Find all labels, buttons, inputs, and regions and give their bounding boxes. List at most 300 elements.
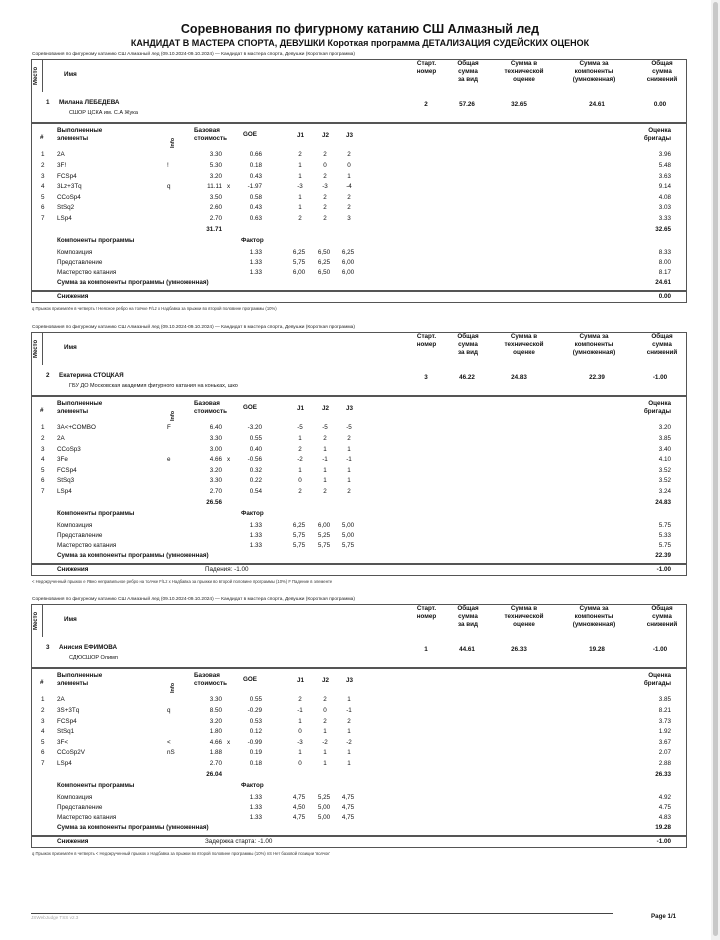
element-row [31,467,687,477]
element-code: 3Lz+3Tq [57,183,82,190]
component-panel-score: 8.17 [658,269,671,276]
element-base-value: 3.20 [209,718,222,725]
deductions-detail: Падения: -1.00 [205,566,249,573]
pcs-total: 22.39 [655,552,671,559]
j3-header: J3 [346,405,354,412]
component-row [31,522,687,532]
component-j1: 6,25 [292,249,306,256]
element-number: 2 [41,162,45,169]
component-factor: 1.33 [249,794,262,801]
component-j3: 4,75 [341,814,355,821]
element-j3: 1 [347,173,351,180]
start-number-header-line: Старт. [416,60,437,67]
start-number: 2 [424,101,428,108]
deductions-header-line: Общая [651,333,673,340]
element-panel-score: 3.24 [658,488,671,495]
element-bonus-mark: x [227,183,231,190]
element-row [31,183,687,193]
component-j1: 4,75 [292,814,306,821]
element-goe: 0.40 [249,446,262,453]
element-j3: 1 [347,696,351,703]
element-j1: 0 [298,760,302,767]
element-j1: 1 [298,162,302,169]
panel-score-header-line: бригады [643,135,671,142]
element-number: 1 [41,424,45,431]
deductions-header-line: снижений [646,76,678,83]
tes-header-line: Сумма в [510,605,538,612]
component-j2: 6,50 [317,249,331,256]
component-name: Представление [57,259,103,266]
element-number: 4 [41,456,45,463]
element-panel-score: 5.48 [658,162,671,169]
element-base-value: 4.66 [209,739,222,746]
skater-club: ГБУ ДО Московская академия фигурного катания на коньках, шко [69,383,238,389]
component-row [31,532,687,542]
element-j1: 2 [298,696,302,703]
pcs-header-line: компоненты [574,613,614,620]
element-panel-score: 3.52 [658,467,671,474]
element-info: ! [167,162,169,169]
pcs-header-line: (умноженная) [572,76,616,83]
deductions-header-line: Общая [651,60,673,67]
component-factor: 1.33 [249,804,262,811]
component-j2: 5,25 [317,794,331,801]
footer-software: JSWebJudge TSS v2.3 [31,915,79,920]
element-j3: 2 [347,194,351,201]
total-score-header [448,605,488,629]
element-number: 7 [41,760,45,767]
element-goe: 0.43 [249,204,262,211]
deductions-box [31,291,687,303]
pcs-header-line: компоненты [574,68,614,75]
element-base-value: 8.50 [209,707,222,714]
element-number: 2 [41,435,45,442]
element-number: 3 [41,446,45,453]
element-panel-score: 1.92 [658,728,671,735]
panel-score-header-line: Оценка [648,400,671,407]
component-name: Композиция [57,794,93,801]
element-panel-score: 2.88 [658,760,671,767]
component-j2: 5,00 [317,804,331,811]
element-code: LSp4 [57,488,72,495]
component-j2: 6,50 [317,269,331,276]
element-j2: 0 [323,162,327,169]
pcs-header-line: (умноженная) [572,349,616,356]
element-row [31,204,687,214]
element-row [31,446,687,456]
deductions-score: -1.00 [652,646,668,653]
element-number: 3 [41,718,45,725]
legend-text: q Прыжок приземлён в четверть < Недокрученный прыжок x Надбавка за прыжки во второй половине программы (10%) nS Нет базовой позиции 'волчок' [32,851,330,856]
element-panel-score: 3.85 [658,435,671,442]
total-score: 44.61 [459,646,475,653]
component-name: Представление [57,804,103,811]
elements-header-line: элементы [57,408,89,415]
element-j3: 0 [347,162,351,169]
element-code: CCoSp2V [57,749,86,756]
element-code: 2A [57,435,65,442]
goe-header: GOE [243,131,257,138]
element-goe: 0.58 [249,194,262,201]
element-goe: 0.19 [249,749,262,756]
j2-header: J2 [322,132,330,139]
pcs-header [554,60,634,84]
deductions-total: -1.00 [656,566,671,573]
component-j1: 4,50 [292,804,306,811]
element-code: 2A [57,696,65,703]
tes-header [489,60,559,84]
deductions-box [31,836,687,848]
num-header: # [40,407,44,414]
deductions-header-line: Общая [651,605,673,612]
panel-score-header [631,672,671,688]
element-j2: 2 [323,215,327,222]
component-j1: 5,75 [292,532,306,539]
element-base-value: 11.11 [207,183,222,190]
element-row [31,739,687,749]
elements-header [57,400,137,416]
component-j3: 5,00 [341,522,355,529]
element-j1: 0 [298,477,302,484]
start-number-header-line: номер [416,341,437,348]
element-number: 7 [41,215,45,222]
element-base-value: 3.50 [209,194,222,201]
element-code: LSp4 [57,760,72,767]
tes-total: 24.83 [655,499,671,506]
base-value-header-line: стоимость [194,680,228,687]
components-header: Компоненты программы [57,510,135,517]
element-j2: -1 [322,456,328,463]
component-j3: 5,00 [341,532,355,539]
pcs-total: 24.61 [655,279,671,286]
element-base-value: 5.30 [209,162,222,169]
tes-header-line: технической [504,613,544,620]
element-row [31,151,687,161]
component-factor: 1.33 [249,522,262,529]
component-factor: 1.33 [249,532,262,539]
component-name: Композиция [57,249,93,256]
element-info: < [167,739,171,746]
element-j3: 1 [347,467,351,474]
pcs-header-line: Сумма за [579,333,609,340]
total-score-header [448,333,488,357]
element-j2: 1 [323,446,327,453]
element-panel-score: 3.63 [658,173,671,180]
skater-club: СШОР ЦСКА им. С.А Жука [69,110,138,116]
deductions-header-line: снижений [646,349,678,356]
j2-header: J2 [322,405,330,412]
element-number: 1 [41,151,45,158]
legend-text: < Недокрученный прыжок e Явно неправильное ребро на толчке F/Lz x Надбавка за прыжки во второй половине программы (10%) F Падение в элементе [32,579,333,584]
element-j1: -3 [297,739,303,746]
element-goe: 0.18 [249,760,262,767]
component-name: Мастерство катания [57,542,117,549]
element-row [31,215,687,225]
element-row [31,488,687,498]
component-row [31,794,687,804]
element-j3: 1 [347,728,351,735]
total-score-header-line: за вид [457,621,479,628]
element-j1: 2 [298,446,302,453]
element-code: StSq2 [57,204,75,211]
element-j1: 1 [298,204,302,211]
goe-header: GOE [243,676,257,683]
component-j2: 5,00 [317,814,331,821]
component-factor: 1.33 [249,542,262,549]
event-header: Соревнования по фигурному катанию СШ Алмазный лед (09.10.2024-09.10.2024) — Кандидат в мастера спорта, Девушки (Короткая программа) [32,52,355,57]
element-j2: 2 [323,435,327,442]
element-j2: 1 [323,760,327,767]
pcs-header-line: Сумма за [579,60,609,67]
element-number: 1 [41,696,45,703]
element-code: 3Fe [57,456,68,463]
num-header: # [40,679,44,686]
element-base-value: 1.88 [209,749,222,756]
element-j3: 2 [347,718,351,725]
element-info: q [167,183,171,190]
element-bonus-mark: x [227,739,231,746]
j2-header: J2 [322,677,330,684]
element-info: e [167,456,171,463]
place-header: Место [33,339,39,358]
deductions-header-line: сумма [652,613,672,620]
element-panel-score: 8.21 [658,707,671,714]
component-j2: 6,25 [317,259,331,266]
element-info: F [167,424,171,431]
total-score-header-line: за вид [457,349,479,356]
header-divider [42,332,43,365]
panel-score-header-line: бригады [643,680,671,687]
element-goe: 0.53 [249,718,262,725]
legend-text: q Прыжок приземлён в четверть ! Неясное ребро на толчке F/Lz x Надбавка за прыжки во второй половине программы (10%) [32,306,277,311]
component-j3: 5,75 [341,542,355,549]
tes-score: 26.33 [511,646,527,653]
element-code: CCoSp4 [57,194,81,201]
panel-score-header [631,127,671,143]
element-row [31,749,687,759]
base-value-header-line: стоимость [194,408,228,415]
element-info: q [167,707,171,714]
element-j2: 2 [323,696,327,703]
element-panel-score: 3.03 [658,204,671,211]
element-j2: 1 [323,728,327,735]
tes-header-line: оценке [513,621,535,628]
element-row [31,707,687,717]
base-value-header-line: Базовая [194,127,220,134]
element-base-value: 2.60 [209,204,222,211]
j3-header: J3 [346,677,354,684]
element-panel-score: 3.52 [658,477,671,484]
component-panel-score: 8.00 [658,259,671,266]
scrollbar-thumb[interactable] [713,2,718,936]
tes-total: 26.33 [655,771,671,778]
element-j2: 2 [323,151,327,158]
deductions-header-line: снижений [646,621,678,628]
element-j1: -5 [297,424,303,431]
total-score-header-line: сумма [458,68,478,75]
element-row [31,718,687,728]
skater-section [31,596,687,856]
element-number: 7 [41,488,45,495]
base-value-total: 26.56 [206,499,222,506]
num-header: # [40,134,44,141]
element-number: 4 [41,728,45,735]
element-j2: -3 [322,183,328,190]
skater-name: Екатерина СТОЦКАЯ [59,372,124,379]
skater-rank: 1 [46,99,50,106]
panel-score-header [631,400,671,416]
element-j2: -2 [322,739,328,746]
elements-header-line: элементы [57,680,89,687]
deductions-label: Снижения [57,838,89,845]
element-row [31,162,687,172]
component-name: Представление [57,532,103,539]
element-goe: 0.55 [249,435,262,442]
component-panel-score: 4.92 [658,794,671,801]
goe-header: GOE [243,404,257,411]
element-number: 3 [41,173,45,180]
element-code: StSq1 [57,728,75,735]
component-panel-score: 4.83 [658,814,671,821]
start-number-header [404,333,449,349]
element-panel-score: 4.08 [658,194,671,201]
component-name: Мастерство катания [57,269,117,276]
pcs-header-line: (умноженная) [572,621,616,628]
deductions-header-line: сумма [652,68,672,75]
footer-page-number: Page 1/1 [651,913,677,920]
element-j3: 3 [347,215,351,222]
component-name: Композиция [57,522,93,529]
element-j1: -3 [297,183,303,190]
factor-header: Фактор [241,510,264,517]
component-j2: 6,00 [317,522,331,529]
element-j3: 2 [347,488,351,495]
elements-header-line: Выполненные [57,400,103,407]
place-header: Место [33,66,39,85]
element-j2: 2 [323,204,327,211]
tes-header-line: оценке [513,349,535,356]
factor-header: Фактор [241,237,264,244]
element-j3: 1 [347,477,351,484]
element-j2: 2 [323,173,327,180]
deductions-box [31,564,687,576]
component-factor: 1.33 [249,249,262,256]
element-j1: 2 [298,151,302,158]
element-j3: 1 [347,446,351,453]
element-panel-score: 2.07 [658,749,671,756]
element-goe: 0.66 [249,151,262,158]
component-row [31,259,687,269]
component-j3: 6,00 [341,269,355,276]
tes-header [489,333,559,357]
name-header: Имя [64,616,77,623]
tes-header-line: технической [504,341,544,348]
j1-header: J1 [297,405,305,412]
element-number: 6 [41,204,45,211]
element-goe: -1.97 [247,183,262,190]
component-j2: 5,75 [317,542,331,549]
total-score-header-line: Общая [457,333,479,340]
panel-score-header-line: Оценка [648,672,671,679]
element-number: 6 [41,749,45,756]
element-code: StSq3 [57,477,75,484]
element-j2: -5 [322,424,328,431]
pcs-total: 19.28 [655,824,671,831]
component-panel-score: 5.75 [658,522,671,529]
element-base-value: 2.70 [209,760,222,767]
event-header: Соревнования по фигурному катанию СШ Алмазный лед (09.10.2024-09.10.2024) — Кандидат в мастера спорта, Девушки (Короткая программа) [32,597,355,602]
element-base-value: 6.40 [209,424,222,431]
components-header: Компоненты программы [57,237,135,244]
pcs-header-line: Сумма за [579,605,609,612]
element-j3: 1 [347,760,351,767]
element-j1: 2 [298,488,302,495]
component-name: Мастерство катания [57,814,117,821]
tes-score: 32.65 [511,101,527,108]
component-j1: 6,00 [292,269,306,276]
info-header: Info [170,682,176,693]
element-code: FCSp4 [57,173,77,180]
elements-header [57,127,137,143]
element-panel-score: 9.14 [658,183,671,190]
start-number-header-line: номер [416,613,437,620]
component-j1: 4,75 [292,794,306,801]
base-value-header-line: Базовая [194,672,220,679]
deductions-label: Снижения [57,566,89,573]
total-score-header-line: сумма [458,341,478,348]
elements-header-line: Выполненные [57,672,103,679]
element-goe: -0.99 [247,739,262,746]
start-number-header-line: Старт. [416,333,437,340]
component-j3: 6,25 [341,249,355,256]
deductions-header [639,605,685,629]
element-code: 2A [57,151,65,158]
deductions-score: -1.00 [652,374,668,381]
element-panel-score: 3.40 [658,446,671,453]
component-j1: 5,75 [292,259,306,266]
info-header: Info [170,410,176,421]
deductions-total: -1.00 [656,838,671,845]
element-j1: 0 [298,728,302,735]
deductions-header [639,60,685,84]
pcs-score: 24.61 [589,101,605,108]
pcs-score: 19.28 [589,646,605,653]
element-row [31,456,687,466]
element-j1: -1 [297,707,303,714]
element-info: nS [167,749,175,756]
deductions-header-line: сумма [652,341,672,348]
factor-header: Фактор [241,782,264,789]
tes-score: 24.83 [511,374,527,381]
place-header: Место [33,611,39,630]
tes-header-line: Сумма в [510,333,538,340]
element-base-value: 3.30 [209,696,222,703]
skater-name: Милана ЛЕБЕДЕВА [59,99,120,106]
total-score-header-line: за вид [457,76,479,83]
element-row [31,173,687,183]
element-row [31,424,687,434]
tes-header [489,605,559,629]
deductions-label: Снижения [57,293,89,300]
component-panel-score: 4.75 [658,804,671,811]
component-j1: 5,75 [292,542,306,549]
base-value-header-line: стоимость [194,135,228,142]
pcs-header-line: компоненты [574,341,614,348]
base-value-total: 26.04 [206,771,222,778]
element-base-value: 2.70 [209,488,222,495]
component-panel-score: 5.75 [658,542,671,549]
element-row [31,435,687,445]
